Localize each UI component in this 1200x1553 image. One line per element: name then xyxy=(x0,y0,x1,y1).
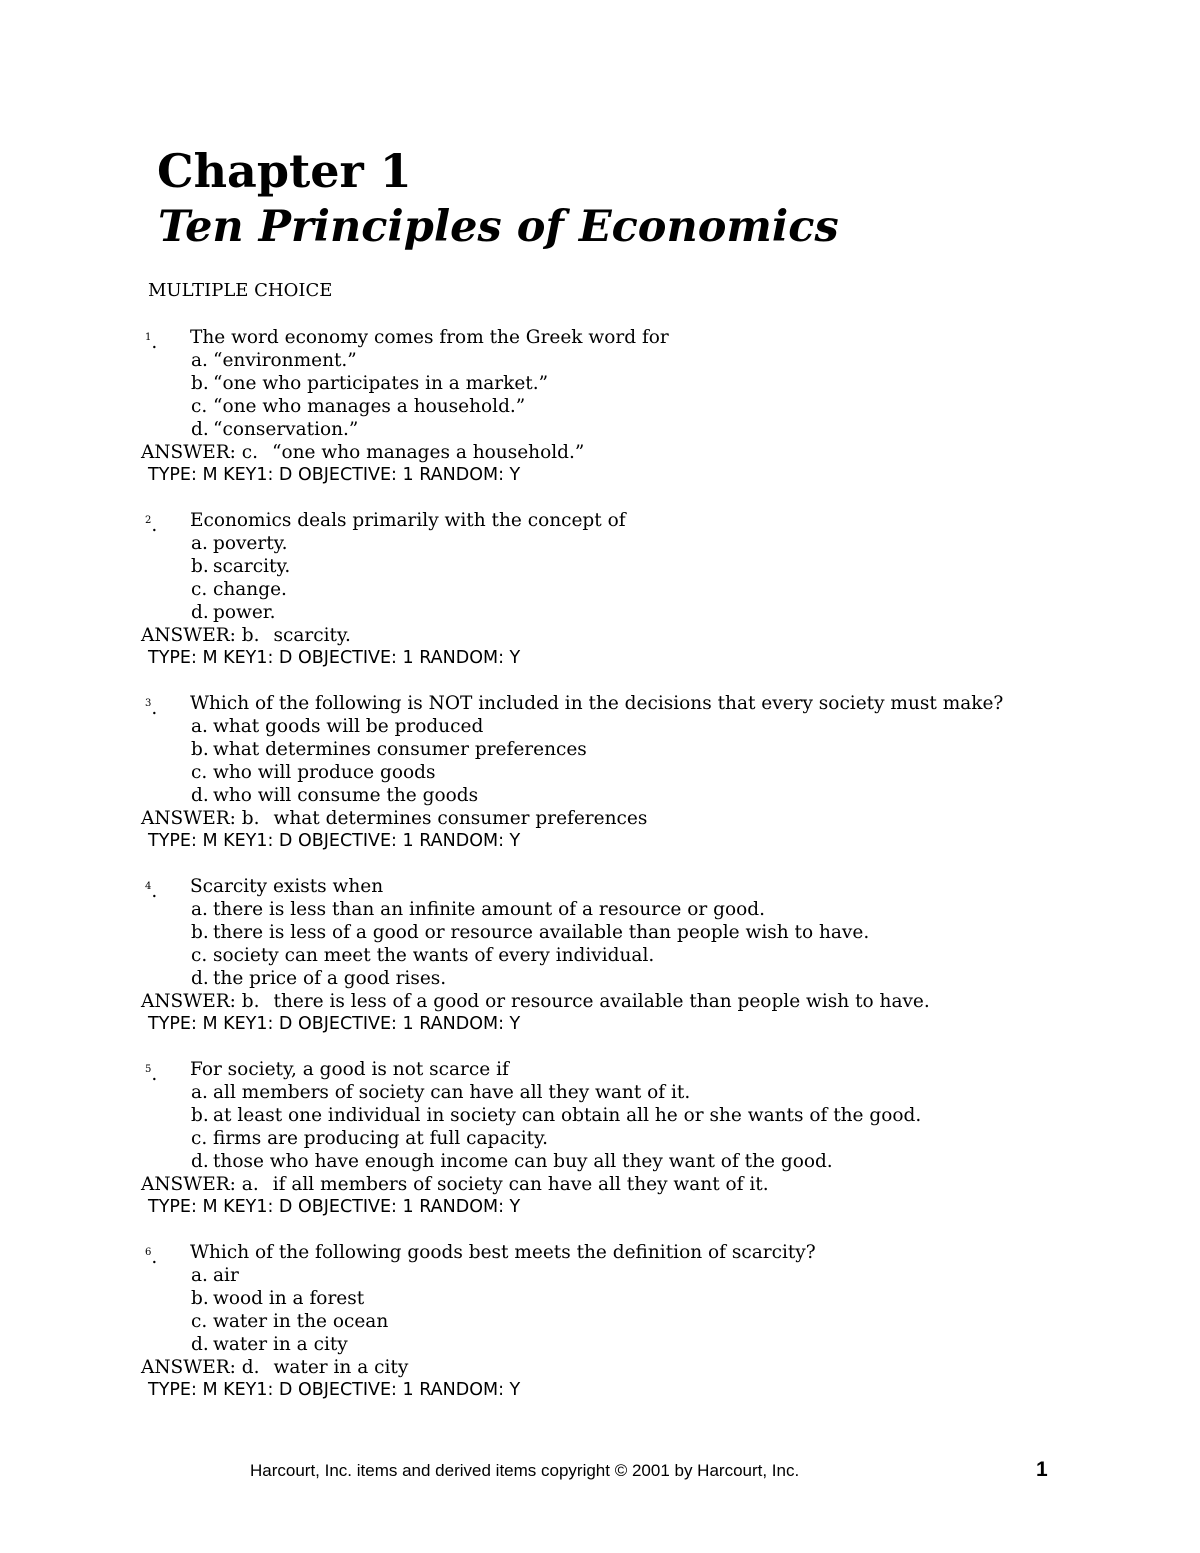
option-c: c. “one who manages a household.” xyxy=(191,396,526,417)
option-d: d. who will consume the goods xyxy=(191,785,479,806)
question-meta: TYPE: M KEY1: D OBJECTIVE: 1 RANDOM: Y xyxy=(148,465,521,485)
option-d: d. the price of a good rises. xyxy=(191,968,447,989)
option-c: c. firms are producing at full capacity. xyxy=(191,1128,548,1149)
answer-line: ANSWER: d. water in a city xyxy=(141,1357,409,1378)
option-d: d. “conservation.” xyxy=(191,419,359,440)
question-stem: Economics deals primarily with the concept of xyxy=(190,510,626,531)
footer-copyright: Harcourt, Inc. items and derived items copyright © 2001 by Harcourt, Inc. xyxy=(250,1461,800,1480)
option-c: c. change. xyxy=(191,579,287,600)
question-number: $^2$. xyxy=(145,515,158,536)
question-stem: For society, a good is not scarce if xyxy=(190,1059,509,1080)
section-heading: MULTIPLE CHOICE xyxy=(148,280,333,301)
option-b: b. “one who participates in a market.” xyxy=(191,373,549,394)
option-c: c. water in the ocean xyxy=(191,1311,389,1332)
page-number: 1 xyxy=(1036,1458,1048,1481)
option-c: c. society can meet the wants of every individual. xyxy=(191,945,655,966)
option-d: d. power. xyxy=(191,602,276,623)
question-meta: TYPE: M KEY1: D OBJECTIVE: 1 RANDOM: Y xyxy=(148,831,521,851)
answer-line: ANSWER: b. scarcity. xyxy=(141,625,351,646)
option-a: a. all members of society can have all they want of it. xyxy=(191,1082,691,1103)
question-meta: TYPE: M KEY1: D OBJECTIVE: 1 RANDOM: Y xyxy=(148,1380,521,1400)
question-number: $^6$. xyxy=(145,1247,158,1268)
answer-line: ANSWER: b. there is less of a good or resource available than people wish to have. xyxy=(141,991,930,1012)
option-a: a. “environment.” xyxy=(191,350,357,371)
question-number: $^4$. xyxy=(145,881,158,902)
question-number: $^1$. xyxy=(145,332,158,353)
question-meta: TYPE: M KEY1: D OBJECTIVE: 1 RANDOM: Y xyxy=(148,1014,521,1034)
option-d: d. those who have enough income can buy all they want of the good. xyxy=(191,1151,833,1172)
option-d: d. water in a city xyxy=(191,1334,348,1355)
option-a: a. there is less than an infinite amount of a resource or good. xyxy=(191,899,765,920)
question-meta: TYPE: M KEY1: D OBJECTIVE: 1 RANDOM: Y xyxy=(148,648,521,668)
option-b: b. wood in a forest xyxy=(191,1288,365,1309)
option-b: b. at least one individual in society can obtain all he or she wants of the good. xyxy=(191,1105,922,1126)
question-stem: Scarcity exists when xyxy=(190,876,384,897)
option-b: b. scarcity. xyxy=(191,556,291,577)
option-b: b. what determines consumer preferences xyxy=(191,739,587,760)
option-a: a. air xyxy=(191,1265,239,1286)
answer-line: ANSWER: b. what determines consumer preferences xyxy=(141,808,648,829)
chapter-subtitle: Ten Principles of Economics xyxy=(158,202,839,252)
question-stem: The word economy comes from the Greek word for xyxy=(190,327,669,348)
question-number: $^3$. xyxy=(145,698,158,719)
option-a: a. poverty. xyxy=(191,533,288,554)
question-meta: TYPE: M KEY1: D OBJECTIVE: 1 RANDOM: Y xyxy=(148,1197,521,1217)
question-stem: Which of the following goods best meets the definition of scarcity? xyxy=(190,1242,816,1263)
answer-line: ANSWER: a. if all members of society can have all they want of it. xyxy=(141,1174,769,1195)
question-number: $^5$. xyxy=(145,1064,158,1085)
question-stem: Which of the following is NOT included in the decisions that every society must make? xyxy=(190,693,1004,714)
option-a: a. what goods will be produced xyxy=(191,716,484,737)
answer-line: ANSWER: c. “one who manages a household.” xyxy=(141,442,585,463)
chapter-title: Chapter 1 xyxy=(157,144,412,198)
option-b: b. there is less of a good or resource available than people wish to have. xyxy=(191,922,870,943)
option-c: c. who will produce goods xyxy=(191,762,436,783)
